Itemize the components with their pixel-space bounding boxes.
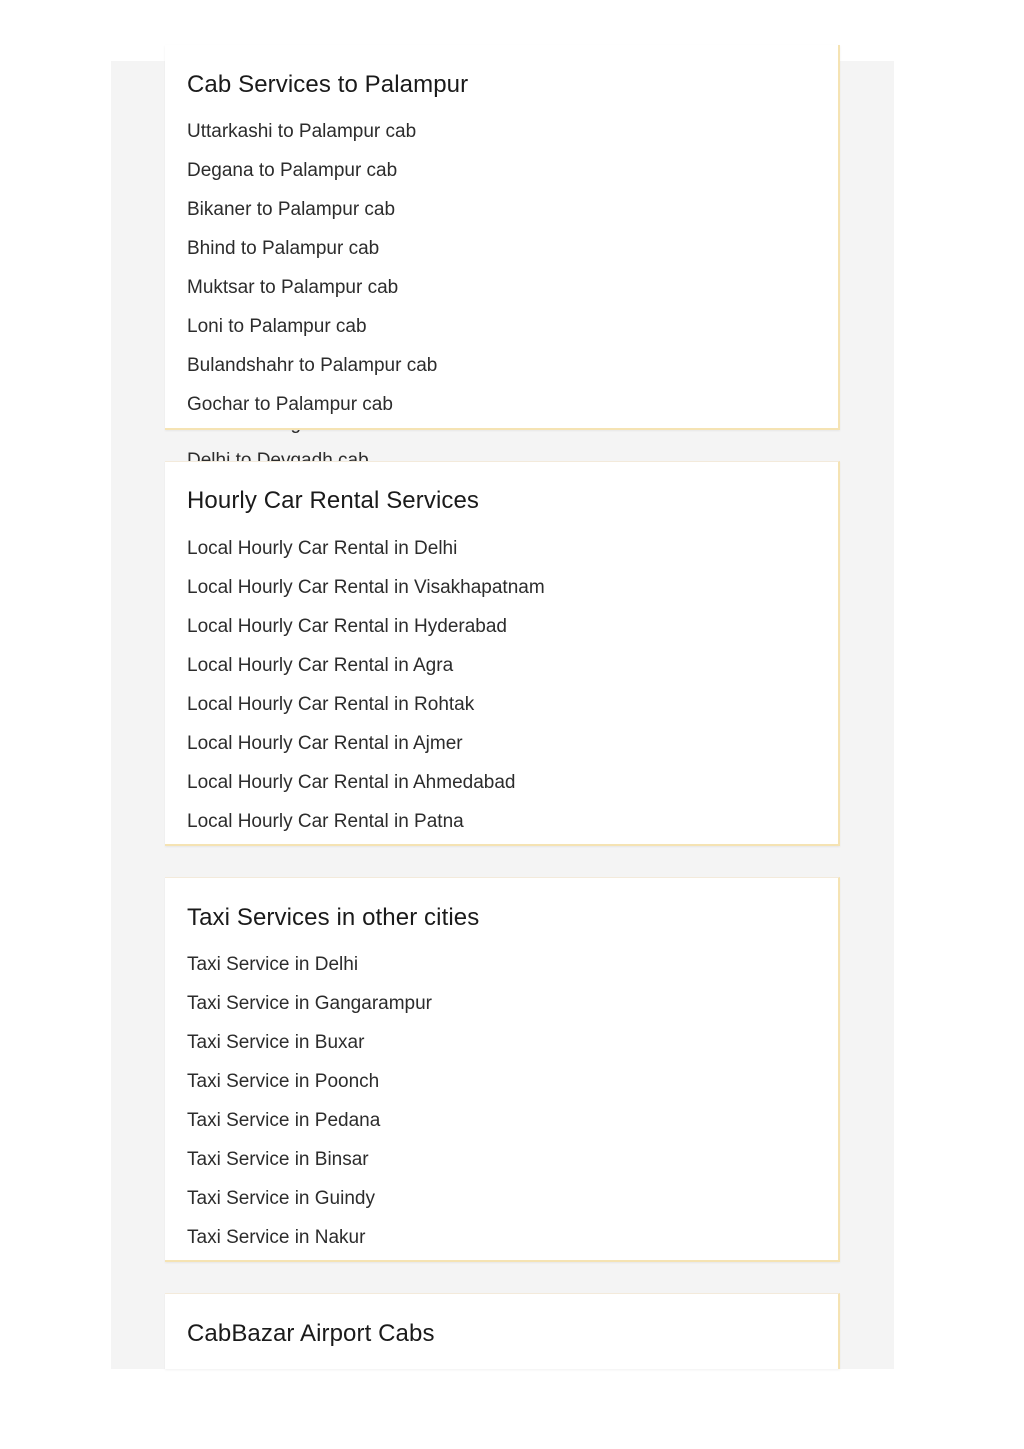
city-link[interactable]: Taxi Service in Nakur: [187, 1227, 366, 1248]
list-item[interactable]: [187, 314, 807, 339]
list-item[interactable]: [187, 952, 807, 977]
rental-link[interactable]: Local Hourly Car Rental in Ajmer: [187, 733, 463, 754]
list-item[interactable]: [187, 158, 807, 183]
link-list: [187, 952, 807, 1248]
list-item[interactable]: [187, 197, 807, 222]
rental-link[interactable]: Local Hourly Car Rental in Delhi: [187, 538, 458, 559]
list-item[interactable]: [187, 1225, 807, 1250]
hourly-rental-card: [165, 461, 840, 846]
route-link[interactable]: Loni to Palampur cab: [187, 316, 367, 337]
list-item[interactable]: [187, 1069, 807, 1094]
city-link[interactable]: Taxi Service in Delhi: [187, 954, 359, 975]
section-title: Cab Services to Palampur: [187, 71, 469, 98]
section-title: Taxi Services in other cities: [187, 904, 480, 931]
list-item[interactable]: [187, 991, 807, 1016]
rental-link[interactable]: Local Hourly Car Rental in Rohtak: [187, 694, 475, 715]
list-item[interactable]: [187, 1108, 807, 1133]
city-link[interactable]: Taxi Service in Poonch: [187, 1071, 380, 1092]
list-item[interactable]: [187, 392, 807, 417]
city-link[interactable]: Taxi Service in Guindy: [187, 1188, 375, 1209]
city-link[interactable]: Taxi Service in Buxar: [187, 1032, 365, 1053]
list-item[interactable]: [187, 614, 807, 639]
route-link[interactable]: Uttarkashi to Palampur cab: [187, 121, 417, 142]
route-link[interactable]: Bikaner to Palampur cab: [187, 199, 396, 220]
rental-link[interactable]: Local Hourly Car Rental in Hyderabad: [187, 616, 507, 637]
rental-link[interactable]: Local Hourly Car Rental in Agra: [187, 655, 454, 676]
list-item[interactable]: [187, 353, 807, 378]
list-item[interactable]: [187, 653, 807, 678]
city-link[interactable]: Taxi Service in Pedana: [187, 1110, 381, 1131]
list-item[interactable]: [187, 275, 807, 300]
rental-link[interactable]: Local Hourly Car Rental in Ahmedabad: [187, 772, 516, 793]
city-link[interactable]: Taxi Service in Gangarampur: [187, 993, 432, 1014]
list-item[interactable]: [187, 770, 807, 795]
city-link[interactable]: Taxi Service in Binsar: [187, 1149, 369, 1170]
section-title: CabBazar Airport Cabs: [187, 1320, 435, 1347]
link-list: [187, 536, 807, 832]
section-title: Hourly Car Rental Services: [187, 487, 480, 514]
list-item[interactable]: [187, 1186, 807, 1211]
route-link[interactable]: Bulandshahr to Palampur cab: [187, 355, 438, 376]
list-item[interactable]: [187, 536, 807, 561]
list-item[interactable]: [187, 119, 807, 144]
route-link[interactable]: Degana to Palampur cab: [187, 160, 398, 181]
list-item[interactable]: [187, 1147, 807, 1172]
route-link[interactable]: Bhind to Palampur cab: [187, 238, 380, 259]
airport-cabs-card: [165, 1293, 840, 1369]
taxi-services-card: [165, 877, 840, 1262]
route-link[interactable]: Gochar to Palampur cab: [187, 394, 393, 415]
rental-link[interactable]: Local Hourly Car Rental in Visakhapatnam: [187, 577, 545, 598]
list-item[interactable]: [187, 731, 807, 756]
list-item[interactable]: [187, 809, 807, 834]
route-link[interactable]: Muktsar to Palampur cab: [187, 277, 399, 298]
rental-link[interactable]: Local Hourly Car Rental in Patna: [187, 811, 464, 832]
list-item[interactable]: [187, 1030, 807, 1055]
cab-services-card: [165, 45, 840, 430]
overflow-link-fragment: [187, 446, 487, 461]
list-item[interactable]: [187, 575, 807, 600]
list-item[interactable]: [187, 692, 807, 717]
list-item[interactable]: [187, 236, 807, 261]
link-list: [187, 119, 807, 415]
